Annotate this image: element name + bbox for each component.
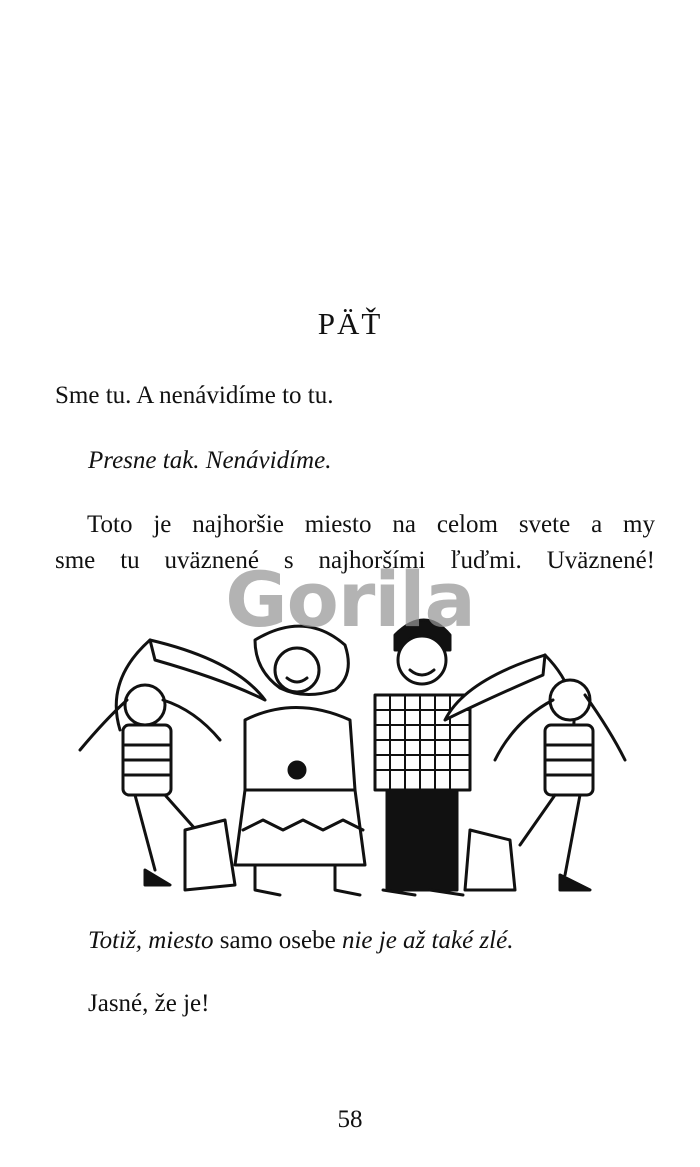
chapter-title: PÄŤ xyxy=(317,306,383,341)
paragraph-3-line-1: Toto je najhoršie miesto na celom svete a my xyxy=(87,511,655,538)
family-cartoon-illustration xyxy=(65,600,635,910)
paragraph-5: Jasné, že je! xyxy=(88,990,210,1017)
page-number: 58 xyxy=(337,1106,363,1133)
paragraph-4-part-a: Totiž, miesto xyxy=(88,927,214,954)
paragraph-4-part-b: samo osebe xyxy=(213,927,342,954)
paragraph-4-part-c: nie je až také zlé. xyxy=(341,927,514,954)
watermark-logo: Gorila xyxy=(225,555,475,644)
paragraph-4 xyxy=(88,923,688,959)
paragraph-3-line-2: sme tu uväznené s najhoršími ľuďmi. Uväznené! xyxy=(55,547,655,574)
paragraph-2: Presne tak. Nenávidíme. xyxy=(88,447,332,474)
paragraph-1: Sme tu. A nenávidíme to tu. xyxy=(55,382,334,409)
